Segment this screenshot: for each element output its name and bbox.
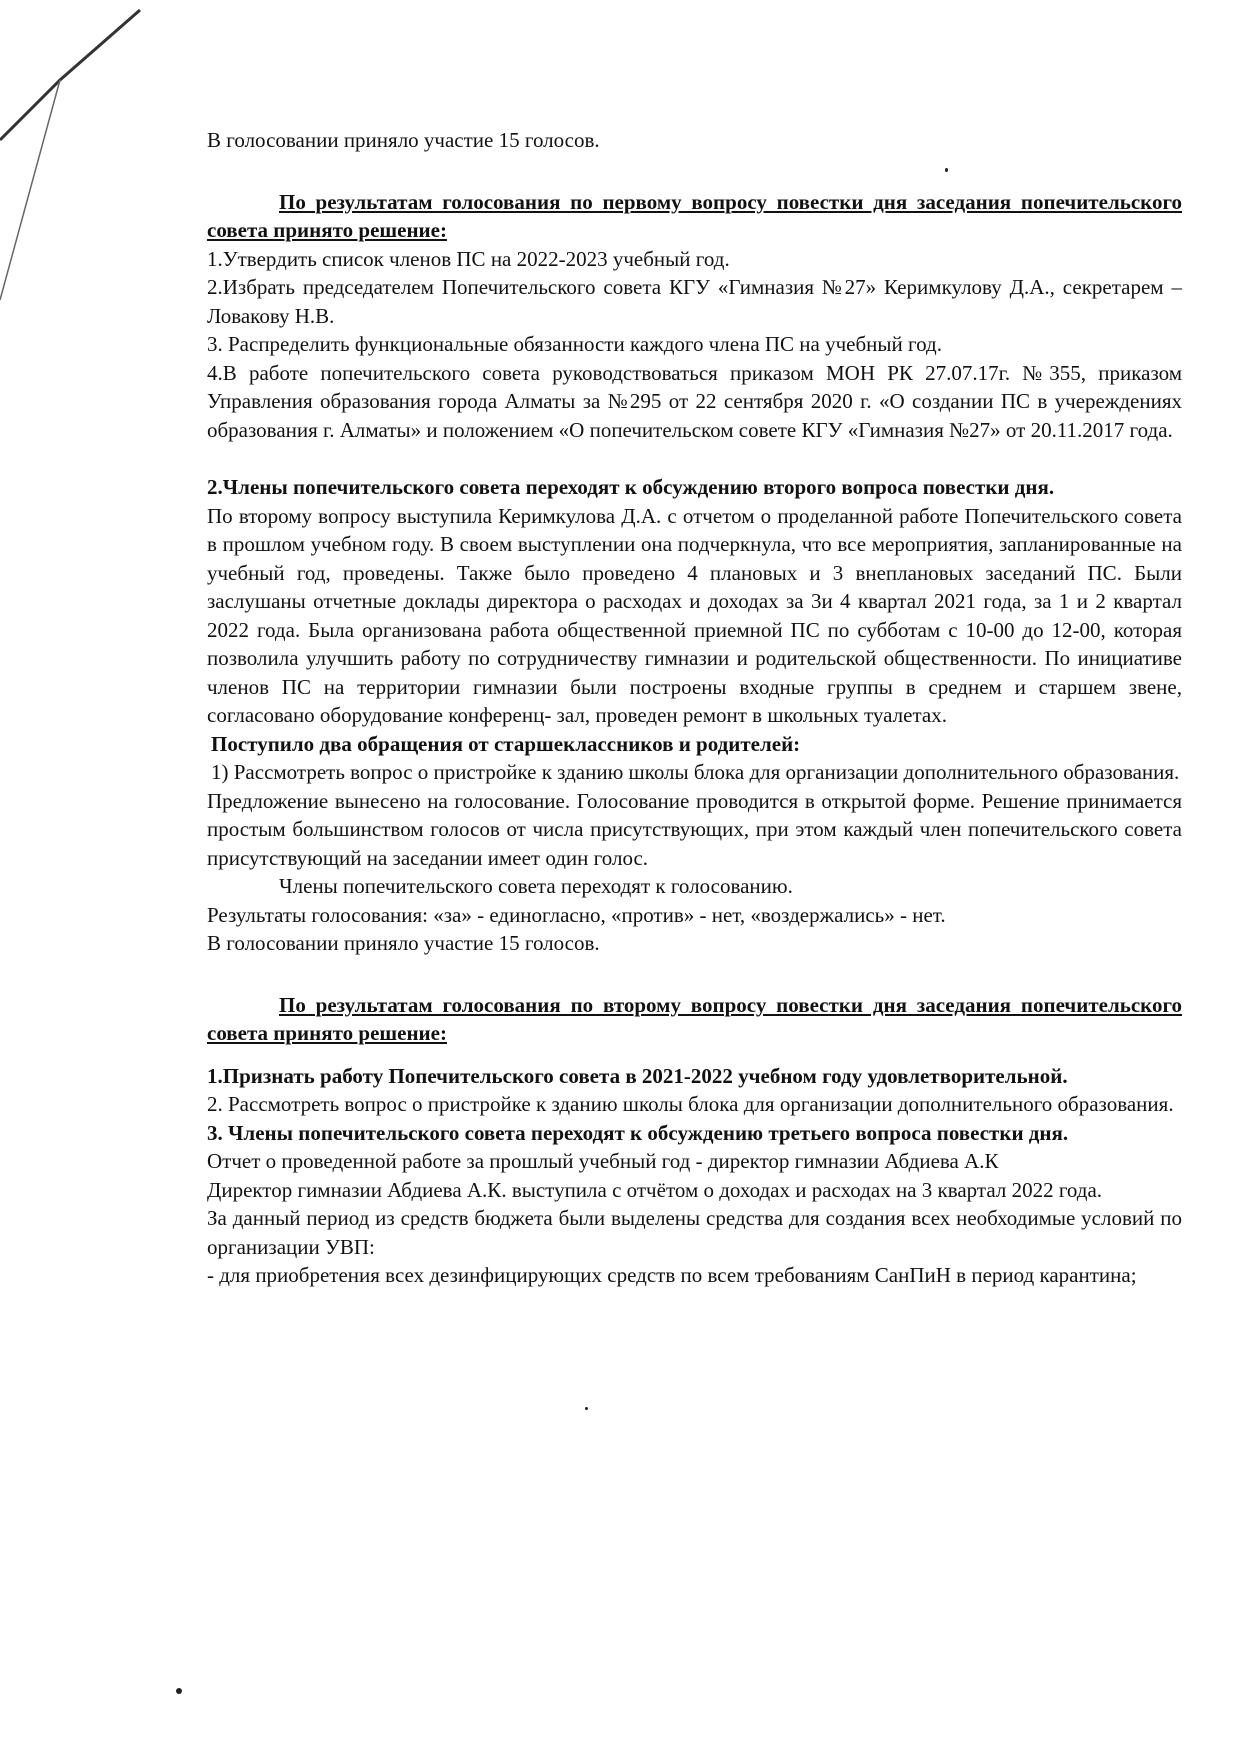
- section-heading-3: 3. Члены попечительского совета переходят к обсуждению третьего вопроса повестки дня.: [207, 1120, 1069, 1145]
- decision-heading-1: По результатам голосования по первому вопросу повестки дня заседания попечительского совета принято решение:: [207, 189, 1182, 242]
- appeal-item-1: 1) Рассмотреть вопрос о пристройке к зданию школы блока для организации дополнительного образования.: [211, 760, 1180, 784]
- decision-heading-2: По результатам голосования по второму вопросу повестки дня заседания попечительского совета принято решение:: [207, 992, 1182, 1045]
- decision-1-item-4: 4.В работе попечительского совета руководствоваться приказом МОН РК 27.07.17г. №355, приказом Управления образования города Алматы за №295 от 22 сентября 2020 г. «О создании ПС в учереждениях образования г. Алматы» и положением «О попечительском совете КГУ «Гимназия №27» от 20.11.2017 года.: [207, 360, 1182, 442]
- scan-speck: [585, 1407, 588, 1410]
- participation-line: В голосовании приняло участие 15 голосов.: [207, 128, 600, 152]
- decision-1-item-1: 1.Утвердить список членов ПС на 2022-2023 учебный год.: [207, 246, 730, 271]
- appeals-title: Поступило два обращения от старшеклассников и родителей:: [211, 731, 801, 756]
- report-line-2: Директор гимназии Абдиева А.К. выступила с отчётом о доходах и расходах на 3 квартал 2022 года.: [207, 1177, 1103, 1202]
- second-question-report: По второму вопросу выступила Керимкулова Д.А. с отчетом о проделанной работе Попечительского совета в прошлом учебном году. В своем выступлении она подчеркнула, что все мероприятия, запланированные на учебный год, проведены. Также было проведено 4 плановых и 3 внеплановых заседаний ПС. Были заслушаны отчетные доклады директора о расходах и доходах за 3и 4 квартал 2021 года, за 1 и 2 квартал 2022 года. Была организована работа общественной приемной ПС по субботам с 10-00 до 12-00, которая позволила улучшить работу по сотрудничеству гимназии и родительской общественности. По инициативе членов ПС на территории гимназии были построены входные группы в среднем и старшем звене, согласовано оборудование конференц- зал, проведен ремонт в школьных туалетах.: [207, 503, 1182, 727]
- section-heading-2: 2.Члены попечительского совета переходят к обсуждению второго вопроса повестки дня.: [207, 475, 1055, 499]
- decision-1-item-3: 3. Распределить функциональные обязанности каждого члена ПС на учебный год.: [207, 332, 942, 356]
- report-line-3: За данный период из средств бюджета были выделены средства для создания всех необходимые условий по организации УВП:: [207, 1206, 1182, 1259]
- report-line-1: Отчет о проведенной работе за прошлый учебный год - директор гимназии Абдиева А.К: [207, 1149, 999, 1173]
- scan-speck: [176, 1688, 182, 1694]
- decision-2-item-1: 1.Признать работу Попечительского совета в 2021-2022 учебном году удовлетворительной.: [207, 1063, 1068, 1088]
- decision-2-item-2: 2. Рассмотреть вопрос о пристройке к зданию школы блока для организации дополнительного образования.: [207, 1092, 1174, 1116]
- participation-line-2: В голосовании приняло участие 15 голосов.: [207, 931, 600, 955]
- decision-1-item-2: 2.Избрать председателем Попечительского совета КГУ «Гимназия №27» Керимкулову Д.А., секретарем – Ловакову Н.В.: [207, 275, 1182, 328]
- vote-results: Результаты голосования: «за» - единогласно, «против» - нет, «воздержались» - нет.: [207, 902, 946, 927]
- document-page: [207, 126, 1182, 1290]
- vote-start: Члены попечительского совета переходят к голосованию.: [279, 874, 793, 898]
- vote-procedure: Предложение вынесено на голосование. Голосование проводится в открытой форме. Решение принимается простым большинством голосов от числа присутствующих, при этом каждый член попечительского совета присутствующий на заседании имеет один голос.: [207, 788, 1182, 870]
- report-line-4: - для приобретения всех дезинфицирующих средств по всем требованиям СанПиН в период карантина;: [207, 1263, 1137, 1287]
